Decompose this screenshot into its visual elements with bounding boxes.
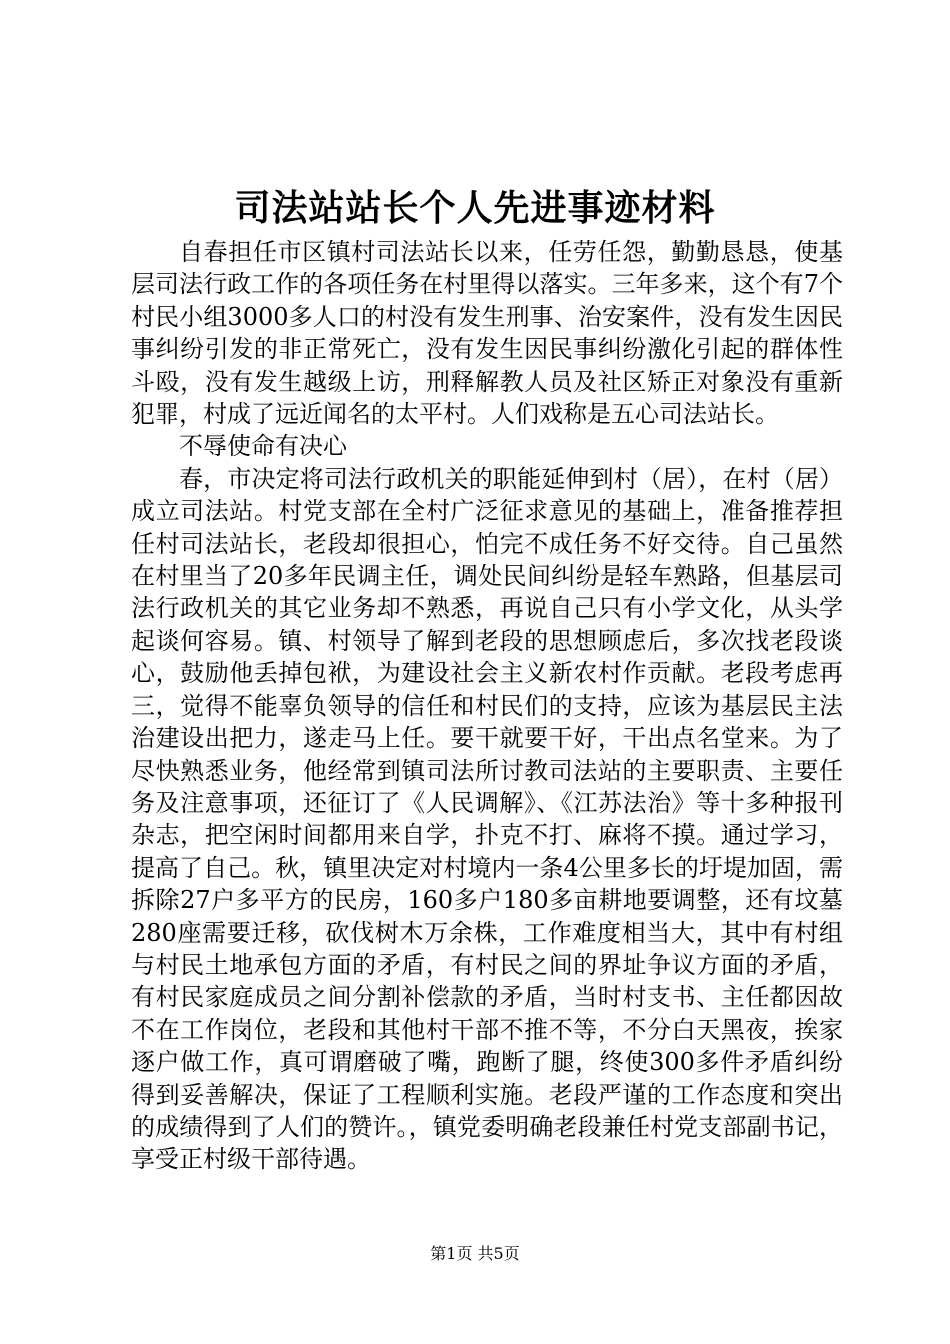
paragraph-main: 春，市决定将司法行政机关的职能延伸到村（居），在村（居）成立司法站。村党支部在全村广泛征求意见的基础上，准备推荐担任村司法站长，老段却很担心，怕完不成任务不好交待。自己虽然在村里当了20多年民调主任，调处民间纠纷是轻车熟路，但基层司法行政机关的其它业务却不熟悉，再说自己只有小学文化，从头学起谈何容易。镇、村领导了解到老段的思想顾虑后，多次找老段谈心，鼓励他丢掉包袱，为建设社会主义新农村作贡献。老段考虑再三，觉得不能辜负领导的信任和村民们的支持，应该为基层民主法治建设出把力，遂走马上任。要干就要干好，干出点名堂来。为了尽快熟悉业务，他经常到镇司法所讨教司法站的主要职责、主要任务及注意事项，还征订了《人民调解》、《江苏法治》等十多种报刊杂志，把空闲时间都用来自学，扑克不打、麻将不摸。通过学习，提高了自己。秋，镇里决定对村境内一条4公里多长的圩堤加固，需拆除27户多平方的民房，160多户180多亩耕地要调整，还有坟墓280座需要迁移，砍伐树木万余株，工作难度相当大，其中有村组与村民土地承包方面的矛盾，有村民之间的界址争议方面的矛盾，有村民家庭成员之间分割补偿款的矛盾，当时村支书、主任都因故不在工作岗位，老段和其他村干部不推不等，不分白天黑夜，挨家逐户做工作，真可谓磨破了嘴，跑断了腿，终使300多件矛盾纠纷得到妥善解决，保证了工程顺利实施。老段严谨的工作态度和突出的成绩得到了人们的赞许。，镇党委明确老段兼任村党支部副书记，享受正村级干部待遇。 bbox=[131, 464, 843, 1174]
section-heading: 不辱使命有决心 bbox=[179, 432, 347, 461]
document-title: 司法站站长个人先进事迹材料 bbox=[234, 187, 716, 229]
page-number-footer: 第1页 共5页 bbox=[430, 1244, 520, 1263]
paragraph-intro: 自春担任市区镇村司法站长以来，任劳任怨，勤勤恳恳，使基层司法行政工作的各项任务在村里得以落实。三年多来，这个有7个村民小组3000多人口的村没有发生刑事、治安案件，没有发生因民事纠纷引发的非正常死亡，没有发生因民事纠纷激化引起的群体性斗殴，没有发生越级上访，刑释解教人员及社区矫正对象没有重新犯罪，村成了远近闻名的太平村。人们戏称是五心司法站长。 bbox=[131, 238, 843, 429]
document-body bbox=[131, 236, 843, 1176]
